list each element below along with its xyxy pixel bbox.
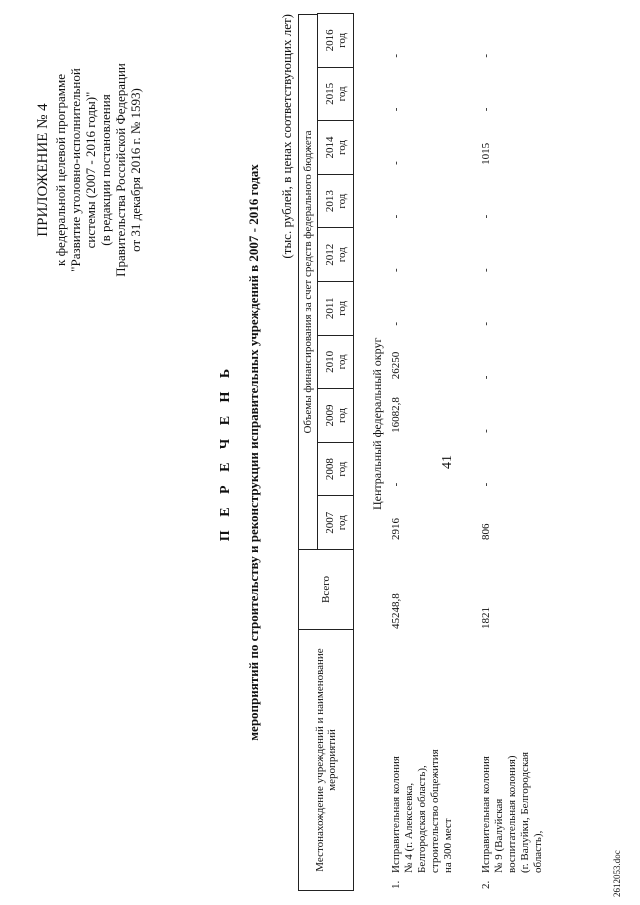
- units-note: (тыс. рублей, в ценах соответствующих лет): [279, 14, 294, 259]
- table-row-description: Исправительная колония № 9 (Валуйская воспитательная колония) (г. Валуйки, Белгородская область),: [480, 751, 544, 873]
- header-year: 2009 год: [317, 388, 354, 443]
- appendix-line: Правительства Российской Федерации: [113, 63, 128, 277]
- table-cell-value: -: [480, 268, 492, 272]
- title-spaced: П Е Р Е Ч Е Н Ь: [218, 363, 233, 542]
- table-cell-value: -: [390, 321, 402, 326]
- header-year: 2014 год: [317, 120, 354, 175]
- row-index: 1.: [390, 880, 402, 889]
- header-year: 2010 год: [317, 335, 354, 390]
- table-cell-value: -: [480, 482, 492, 487]
- header-year: 2011 год: [317, 281, 354, 336]
- table-cell-value: -: [390, 107, 402, 112]
- table-cell-value: -: [480, 429, 492, 433]
- title-subtitle: мероприятий по строительству и реконструкции исправительных учреждений в 2007 - 2016 годах: [246, 164, 261, 741]
- table-cell-value: -: [390, 214, 402, 219]
- table-cell-value: -: [480, 321, 492, 326]
- section-heading: Центральный федеральный округ: [370, 337, 384, 510]
- table-cell-value: -: [390, 268, 402, 272]
- table-cell-value: 16082,8: [390, 397, 402, 433]
- appendix-heading: ПРИЛОЖЕНИЕ № 4: [35, 103, 51, 237]
- header-year: 2007 год: [317, 495, 354, 550]
- document-title: [218, 0, 262, 905]
- table-row-description: Исправительная колония № 4 (г. Алексеевка, Белгородская область), строительство общежития на 300 мест: [390, 749, 454, 873]
- header-year: 2016 год: [317, 13, 354, 68]
- appendix-line: системы (2007 - 2016 годы)": [83, 91, 98, 249]
- table-cell-value: -: [480, 107, 492, 112]
- appendix-block: [36, 35, 143, 305]
- appendix-line: от 31 декабря 2016 г. № 1593): [128, 88, 143, 252]
- table-cell-value: 26250: [390, 351, 402, 380]
- table-cell-value: 806: [480, 523, 492, 540]
- header-location: Местонахождение учреждений и наименование мероприятий: [298, 629, 354, 891]
- appendix-line: "Развитие уголовно-исполнительной: [68, 68, 83, 272]
- table-cell-value: -: [480, 375, 492, 380]
- appendix-line: (в редакции постановления: [98, 94, 113, 246]
- table-cell-value: -: [390, 482, 402, 487]
- row-total: 45248,8: [390, 593, 402, 629]
- file-code: 2612053.doc: [612, 850, 622, 897]
- appendix-line: к федеральной целевой программе: [53, 74, 68, 266]
- table-cell-value: 2916: [390, 518, 402, 540]
- header-total: Всего: [298, 549, 354, 630]
- header-year: 2008 год: [317, 442, 354, 497]
- header-funding-group: Объемы финансирования за счет средств федерального бюджета: [298, 14, 318, 550]
- header-year: 2012 год: [317, 227, 354, 282]
- row-index: 2.: [480, 880, 492, 889]
- header-year: 2013 год: [317, 174, 354, 229]
- table-cell-value: -: [390, 161, 402, 165]
- page-number: 41: [440, 455, 455, 469]
- header-year: 2015 год: [317, 67, 354, 122]
- table-header: [298, 14, 354, 891]
- table-cell-value: -: [480, 214, 492, 219]
- table-cell-value: -: [480, 53, 492, 58]
- table-cell-value: -: [390, 53, 402, 58]
- row-total: 1821: [480, 607, 492, 629]
- table-cell-value: 1015: [480, 142, 492, 165]
